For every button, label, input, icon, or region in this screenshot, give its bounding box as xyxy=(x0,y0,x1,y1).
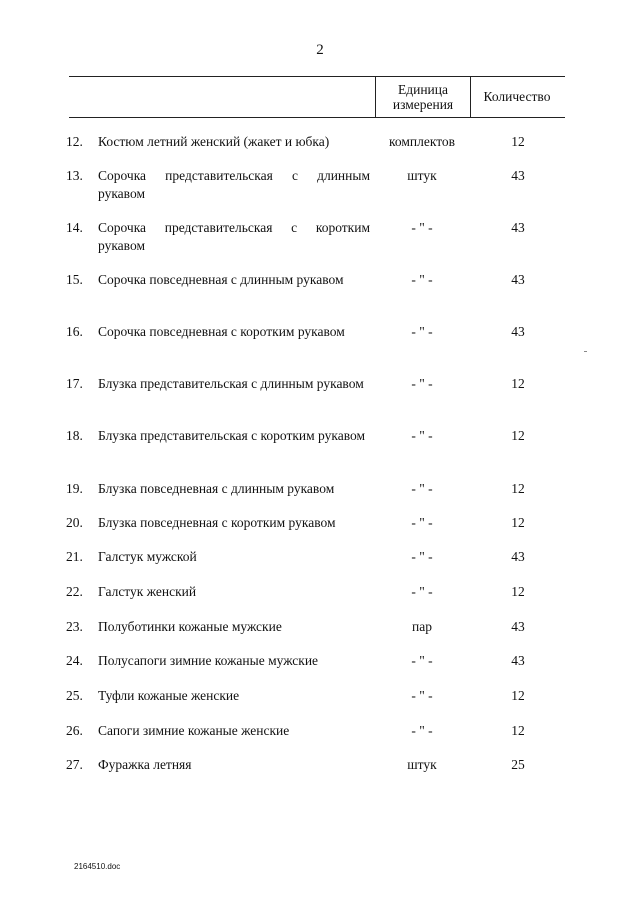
item-unit: - " - xyxy=(411,428,433,443)
item-quantity: 12 xyxy=(511,481,525,496)
item-quantity: 43 xyxy=(511,220,525,235)
item-unit: - " - xyxy=(411,723,433,738)
item-unit: штук xyxy=(407,168,437,183)
item-number: 17. xyxy=(66,376,83,391)
item-name: Костюм летний женский (жакет и юбка) xyxy=(98,134,330,149)
item-number: 19. xyxy=(66,481,83,496)
item-number: 23. xyxy=(66,619,83,634)
item-number: 18. xyxy=(66,428,83,443)
item-unit: - " - xyxy=(411,324,433,339)
item-unit: - " - xyxy=(411,549,433,564)
item-unit: штук xyxy=(407,757,437,772)
item-number: 24. xyxy=(66,653,83,668)
footer-filename: 2164510.doc xyxy=(74,862,121,871)
item-unit: - " - xyxy=(411,688,433,703)
item-quantity: 43 xyxy=(511,272,525,287)
header-quantity: Количество xyxy=(483,89,551,104)
item-name: Туфли кожаные женские xyxy=(98,688,240,703)
scan-speck xyxy=(584,351,587,352)
item-unit: - " - xyxy=(411,515,433,530)
item-quantity: 12 xyxy=(511,584,525,599)
item-name: Полуботинки кожаные мужские xyxy=(98,619,282,634)
item-quantity: 12 xyxy=(511,688,525,703)
item-number: 13. xyxy=(66,168,83,183)
item-name: Блузка представительская с коротким рукавом xyxy=(98,428,366,443)
item-quantity: 12 xyxy=(511,376,525,391)
item-quantity: 12 xyxy=(511,723,525,738)
item-quantity: 25 xyxy=(511,757,525,772)
page-number: 2 xyxy=(316,42,324,58)
item-quantity: 12 xyxy=(511,428,525,443)
item-name: Полусапоги зимние кожаные мужские xyxy=(98,653,319,668)
item-name: Галстук женский xyxy=(98,584,197,599)
item-name: Сорочка повседневная с длинным рукавом xyxy=(98,272,344,287)
item-number: 26. xyxy=(66,723,83,738)
item-quantity: 43 xyxy=(511,324,525,339)
item-quantity: 43 xyxy=(511,549,525,564)
item-name: Сапоги зимние кожаные женские xyxy=(98,723,290,738)
item-name: Галстук мужской xyxy=(98,549,197,564)
item-name: Сорочка повседневная с коротким рукавом xyxy=(98,324,345,339)
item-name: Блузка представительская с длинным рукавом xyxy=(98,376,364,391)
item-name: Сорочка представительская с коротким рукавом xyxy=(98,220,370,253)
item-unit: - " - xyxy=(411,376,433,391)
header-unit: Единица измерения xyxy=(375,77,471,117)
item-unit: - " - xyxy=(411,653,433,668)
item-number: 15. xyxy=(66,272,83,287)
item-unit: пар xyxy=(412,619,432,634)
item-name: Блузка повседневная с длинным рукавом xyxy=(98,481,335,496)
item-name: Сорочка представительская с длинным рукавом xyxy=(98,168,370,201)
item-quantity: 12 xyxy=(511,515,525,530)
item-quantity: 43 xyxy=(511,653,525,668)
item-quantity: 43 xyxy=(511,168,525,183)
item-number: 12. xyxy=(66,134,83,149)
item-unit: комплектов xyxy=(388,134,456,149)
item-number: 25. xyxy=(66,688,83,703)
item-quantity: 43 xyxy=(511,619,525,634)
item-unit: - " - xyxy=(411,481,433,496)
item-unit: - " - xyxy=(411,584,433,599)
item-quantity: 12 xyxy=(511,134,525,149)
item-number: 21. xyxy=(66,549,83,564)
item-unit: - " - xyxy=(411,272,433,287)
item-number: 20. xyxy=(66,515,83,530)
item-number: 27. xyxy=(66,757,83,772)
item-number: 14. xyxy=(66,220,83,235)
item-unit: - " - xyxy=(411,220,433,235)
item-number: 16. xyxy=(66,324,83,339)
item-name: Фуражка летняя xyxy=(98,757,192,772)
item-number: 22. xyxy=(66,584,83,599)
item-name: Блузка повседневная с коротким рукавом xyxy=(98,515,336,530)
